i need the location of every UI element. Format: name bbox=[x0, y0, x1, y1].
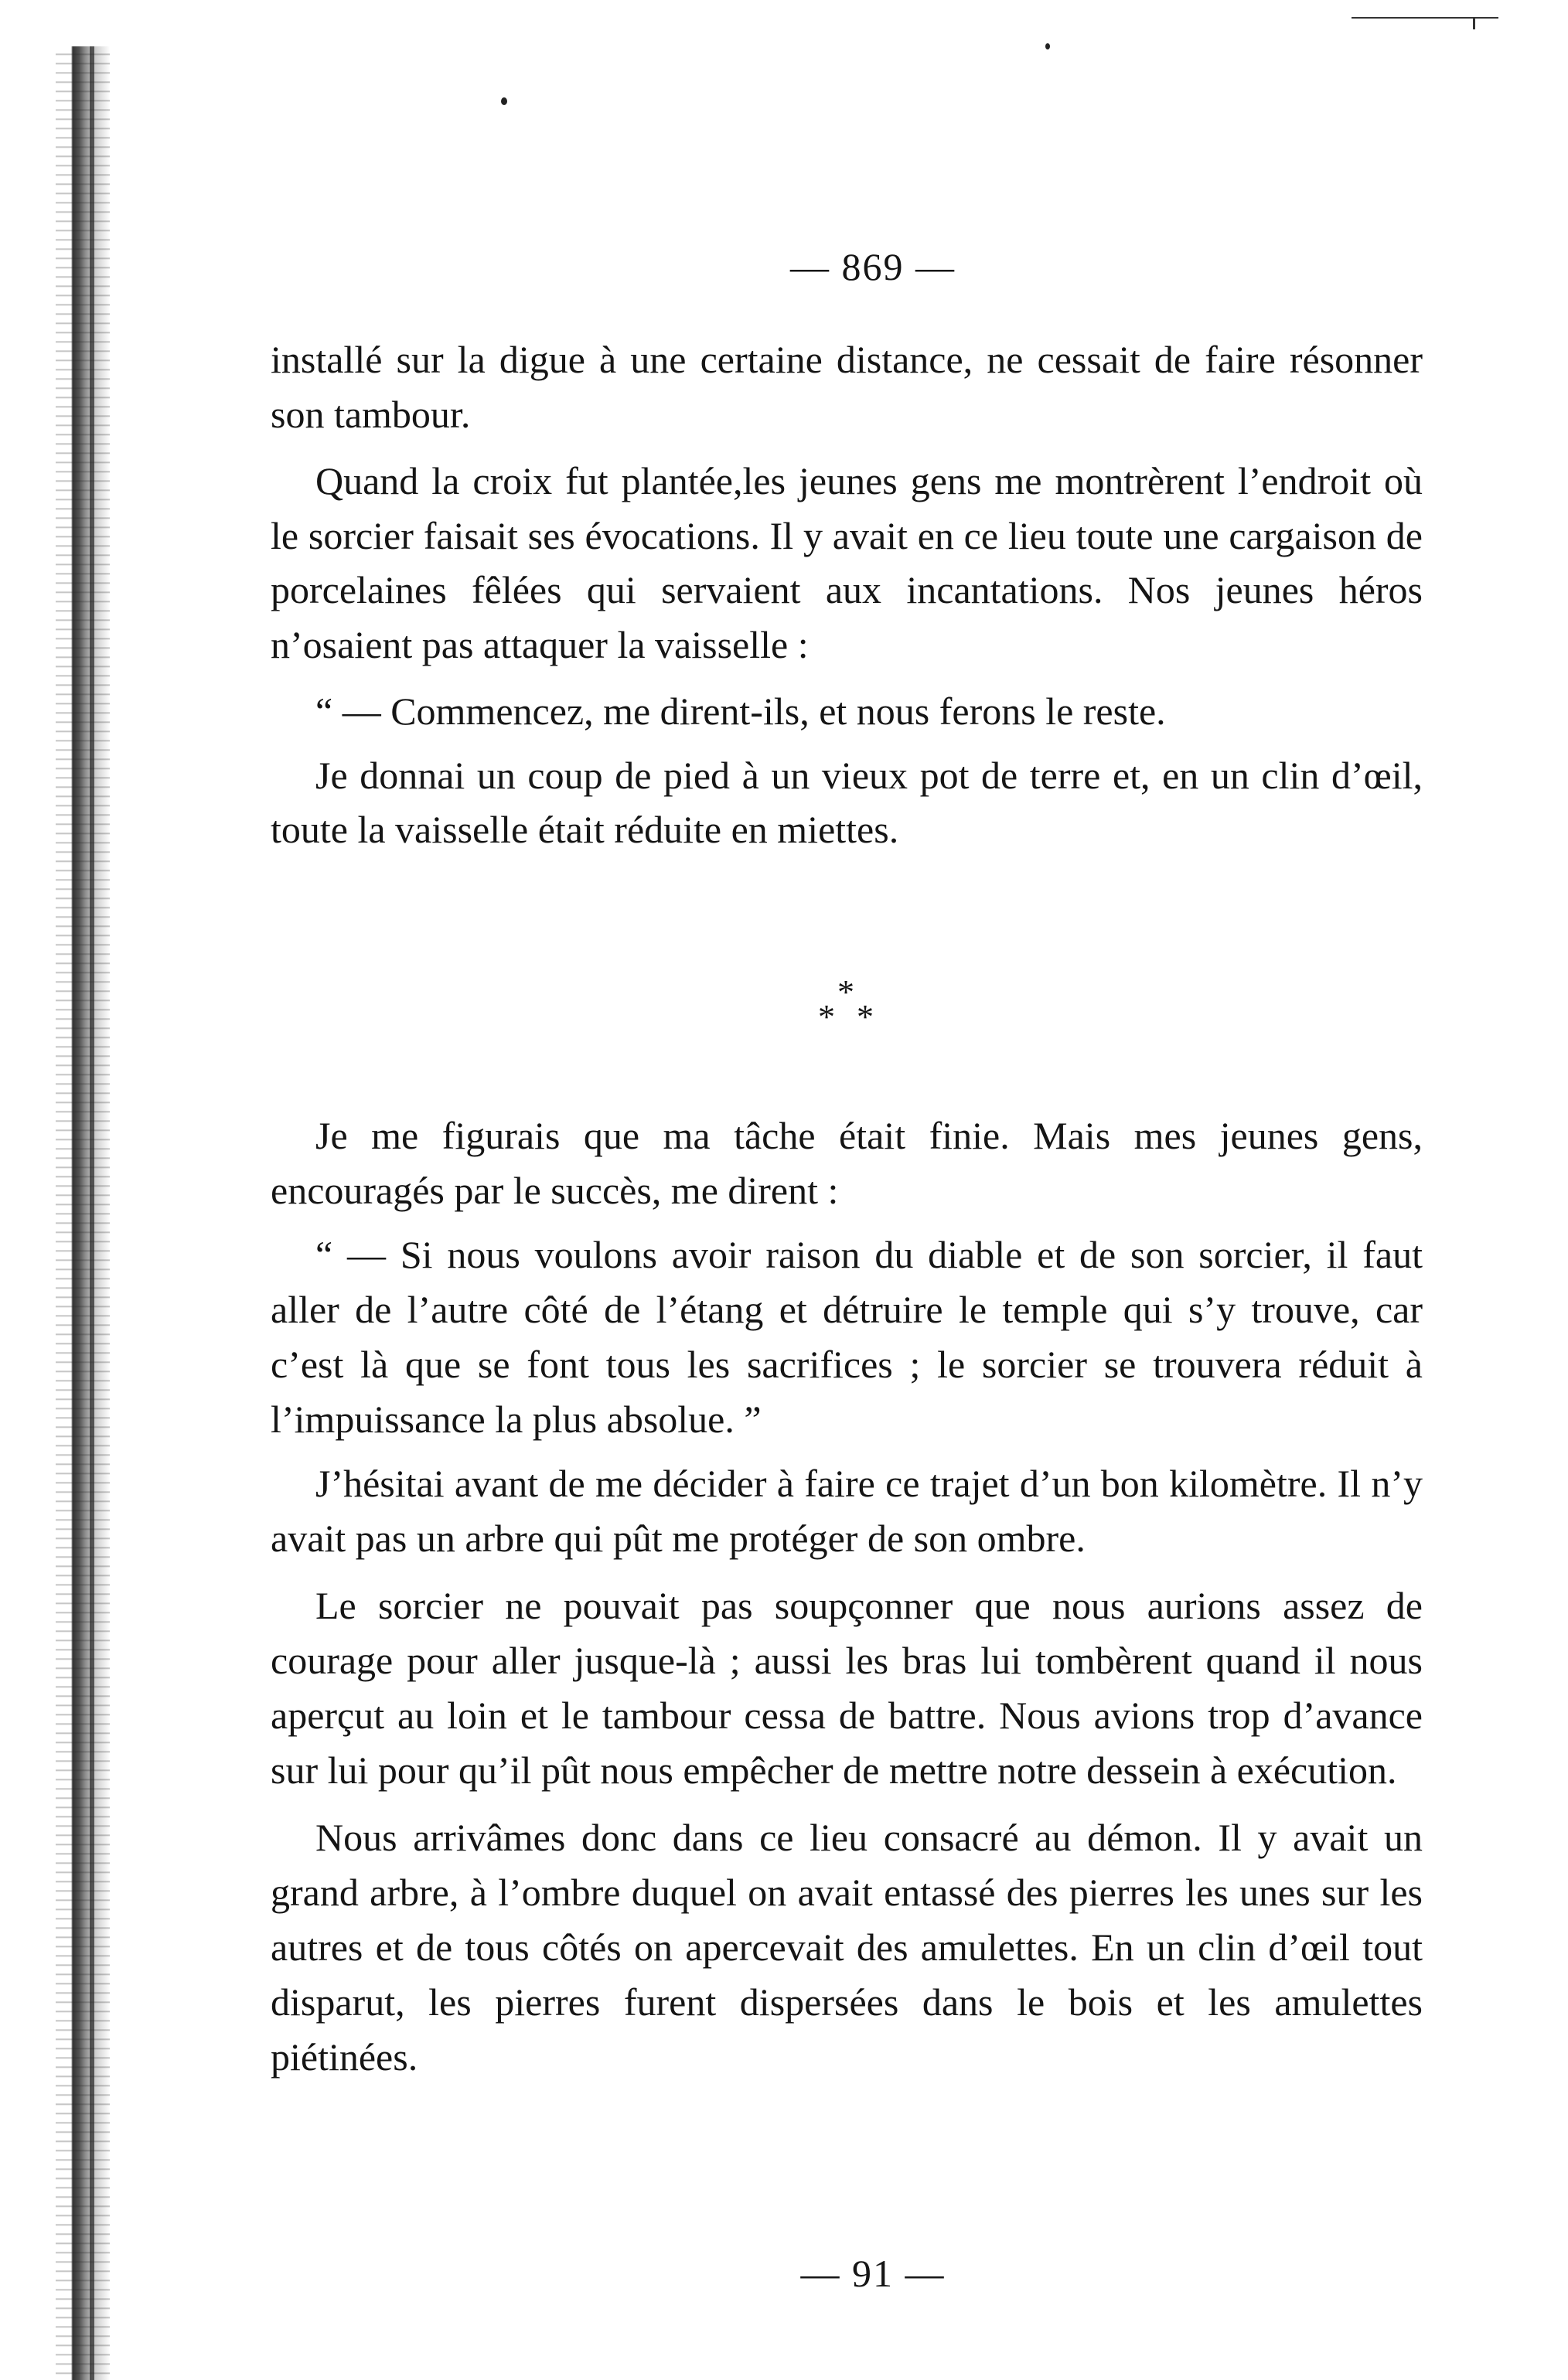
asterisk: * bbox=[857, 998, 874, 1036]
asterisk: * bbox=[837, 973, 854, 1011]
paragraph: J’hésitai avant de me décider à faire ce trajet d’un bon kilomètre. Il n’y avait pas un arbre qui pût me protéger de son ombre. bbox=[271, 1462, 1423, 1560]
paragraph: Quand la croix fut plantée,les jeunes gens me montrèrent l’endroit où le sorcier faisait ses évocations. Il y avait en ce lieu toute une cargaison de porcelaines fêlées qui servaient aux incantations. Nos jeunes héros n’osaient pas attaquer la vaisselle : bbox=[271, 459, 1423, 666]
binding-shadow-line bbox=[90, 46, 94, 2380]
page-number-top: — 869 — bbox=[790, 245, 956, 288]
paragraph: “ — Commencez, me dirent-ils, et nous ferons le reste. bbox=[315, 689, 1166, 733]
page-number-bottom: — 91 — bbox=[800, 2252, 946, 2295]
scan-mark-line bbox=[1352, 17, 1498, 19]
ink-speck bbox=[1045, 43, 1050, 49]
binding-edge bbox=[56, 46, 110, 2380]
paragraph: Je donnai un coup de pied à un vieux pot de terre et, en un clin d’œil, toute la vaisselle était réduite en miettes. bbox=[271, 753, 1423, 851]
scan-mark-tick bbox=[1473, 17, 1475, 29]
text-block-lower bbox=[271, 1108, 1423, 2085]
paragraph: Nous arrivâmes donc dans ce lieu consacré au démon. Il y avait un grand arbre, à l’ombre duquel on avait entassé des pierres les unes sur les autres et de tous côtés on apercevait des amulettes. En un clin d’œil tout disparut, les pierres furent dispersées dans le bois et les amulettes piétinées. bbox=[271, 1816, 1423, 2079]
section-break-asterism bbox=[804, 975, 897, 1045]
text-block-upper bbox=[271, 332, 1423, 857]
paragraph: Le sorcier ne pouvait pas soupçonner que nous aurions assez de courage pour aller jusque-là ; aussi les bras lui tombèrent quand il nous aperçut au loin et le tambour cessa de battre. Nous avions trop d’avance sur lui pour qu’il pût nous empêcher de mettre notre dessein à exécution. bbox=[271, 1584, 1423, 1792]
paragraph: installé sur la digue à une certaine distance, ne cessait de faire résonner son tambour. bbox=[271, 338, 1423, 436]
paragraph: “ — Si nous voulons avoir raison du diable et de son sorcier, il faut aller de l’autre côté de l’étang et détruire le temple qui s’y trouve, car c’est là que se font tous les sacrifices ; le sorcier se trouvera réduit à l’impuissance la plus absolue. ” bbox=[271, 1233, 1423, 1441]
asterisk: * bbox=[818, 998, 835, 1036]
ink-speck bbox=[501, 97, 507, 105]
paragraph: Je me figurais que ma tâche était finie. Mais mes jeunes gens, encouragés par le succès, me dirent : bbox=[271, 1114, 1423, 1212]
